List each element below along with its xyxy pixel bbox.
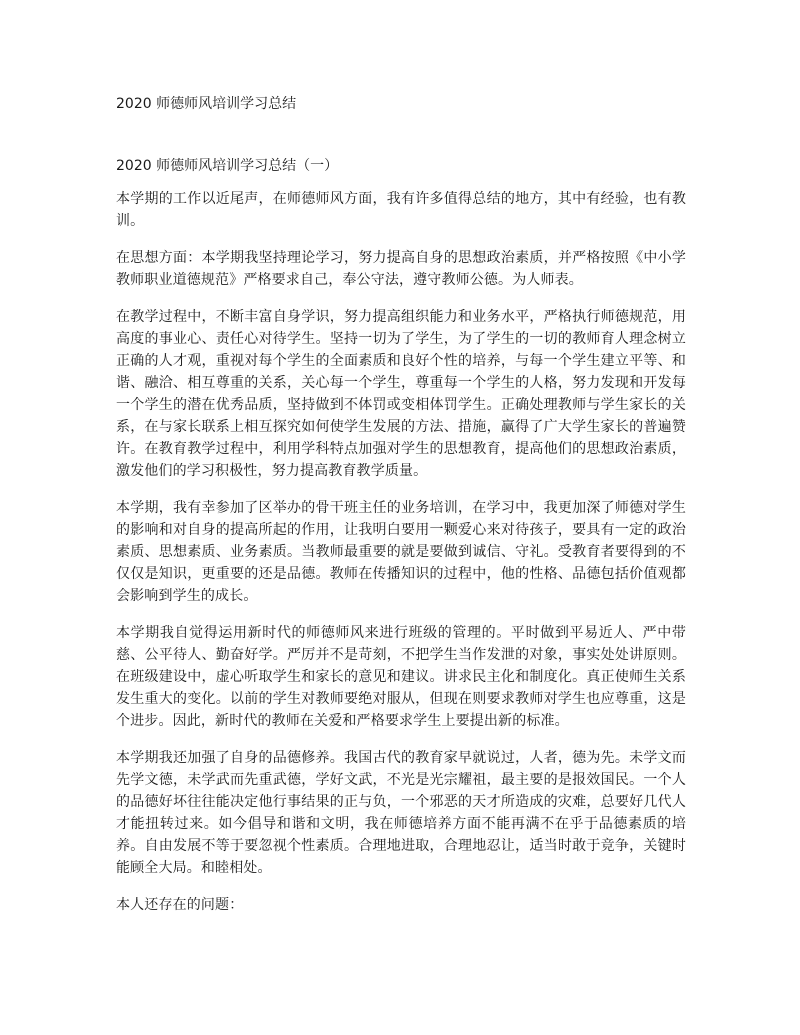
paragraph-ideology: 在思想方面：本学期我坚持理论学习，努力提高自身的思想政治素质，并严格按照《中小学教师职业道德规范》严格要求自己，奉公守法，遵守教师公德。为人师表。 [116, 250, 686, 288]
paragraph-intro: 本学期的工作以近尾声，在师德师风方面，我有许多值得总结的地方，其中有经验，也有教训。 [116, 191, 686, 229]
paragraph-training: 本学期，我有幸参加了区举办的骨干班主任的业务培训，在学习中，我更加深了师德对学生的影响和对自身的提高所起的作用，让我明白要用一颗爱心来对待孩子，要具有一定的政治素质、思想素质、业务素质。当教师最重要的就是要做到诚信、守礼。受教育者要得到的不仅仅是知识，更重要的还是品德。教师在传播知识的过程中，他的性格、品德包括价值观都会影响到学生的成长。 [116, 500, 686, 604]
document-body [116, 157, 686, 931]
section-title: 2020 师德师风培训学习总结（一） [116, 158, 339, 174]
paragraph-moral-cultivation: 本学期我还加强了自身的品德修养。我国古代的教育家早就说过，人者，德为先。未学文而先学文德，未学武而先重武德，学好文武，不光是光宗耀祖，最主要的是报效国民。一个人的品德好坏往往能决定他行事结果的正与负，一个邪恶的天才所造成的灾难，总要好几代人才能扭转过来。如今倡导和谐和文明，我在师德培养方面不能再满不在乎于品德素质的培养。自由发展不等于要忽视个性素质。合理地进取，合理地忍让，适当时敢于竞争，关键时能顾全大局。和睦相处。 [116, 750, 686, 876]
document-title: 2020 师德师风培训学习总结 [116, 96, 297, 112]
paragraph-problems: 本人还存在的问题： [116, 897, 244, 913]
paragraph-teaching: 在教学过程中，不断丰富自身学识，努力提高组织能力和业务水平，严格执行师德规范，用高度的事业心、责任心对待学生。坚持一切为了学生，为了学生的一切的教师育人理念树立正确的人才观，重视对每个学生的全面素质和良好个性的培养，与每一个学生建立平等、和谐、融洽、相互尊重的关系，关心每一个学生，尊重每一个学生的人格，努力发现和开发每一个学生的潜在优秀品质，坚持做到不体罚或变相体罚学生。正确处理教师与学生家长的关系，在与家长联系上相互探究如何使学生发展的方法、措施，赢得了广大学生家长的普遍赞许。在教育教学过程中，利用学科特点加强对学生的思想教育，提高他们的思想政治素质，激发他们的学习积极性，努力提高教育教学质量。 [116, 309, 686, 479]
paragraph-class-management: 本学期我自觉得运用新时代的师德师风来进行班级的管理的。平时做到平易近人、严中带慈、公平待人、勤奋好学。严厉并不是苛刻，不把学生当作发泄的对象，事实处处讲原则。在班级建设中，虚心听取学生和家长的意见和建议。讲求民主化和制度化。真正使师生关系发生重大的变化。以前的学生对教师要绝对服从，但现在则要求教师对学生也应尊重，这是个进步。因此，新时代的教师在关爱和严格要求学生上要提出新的标准。 [116, 625, 686, 729]
